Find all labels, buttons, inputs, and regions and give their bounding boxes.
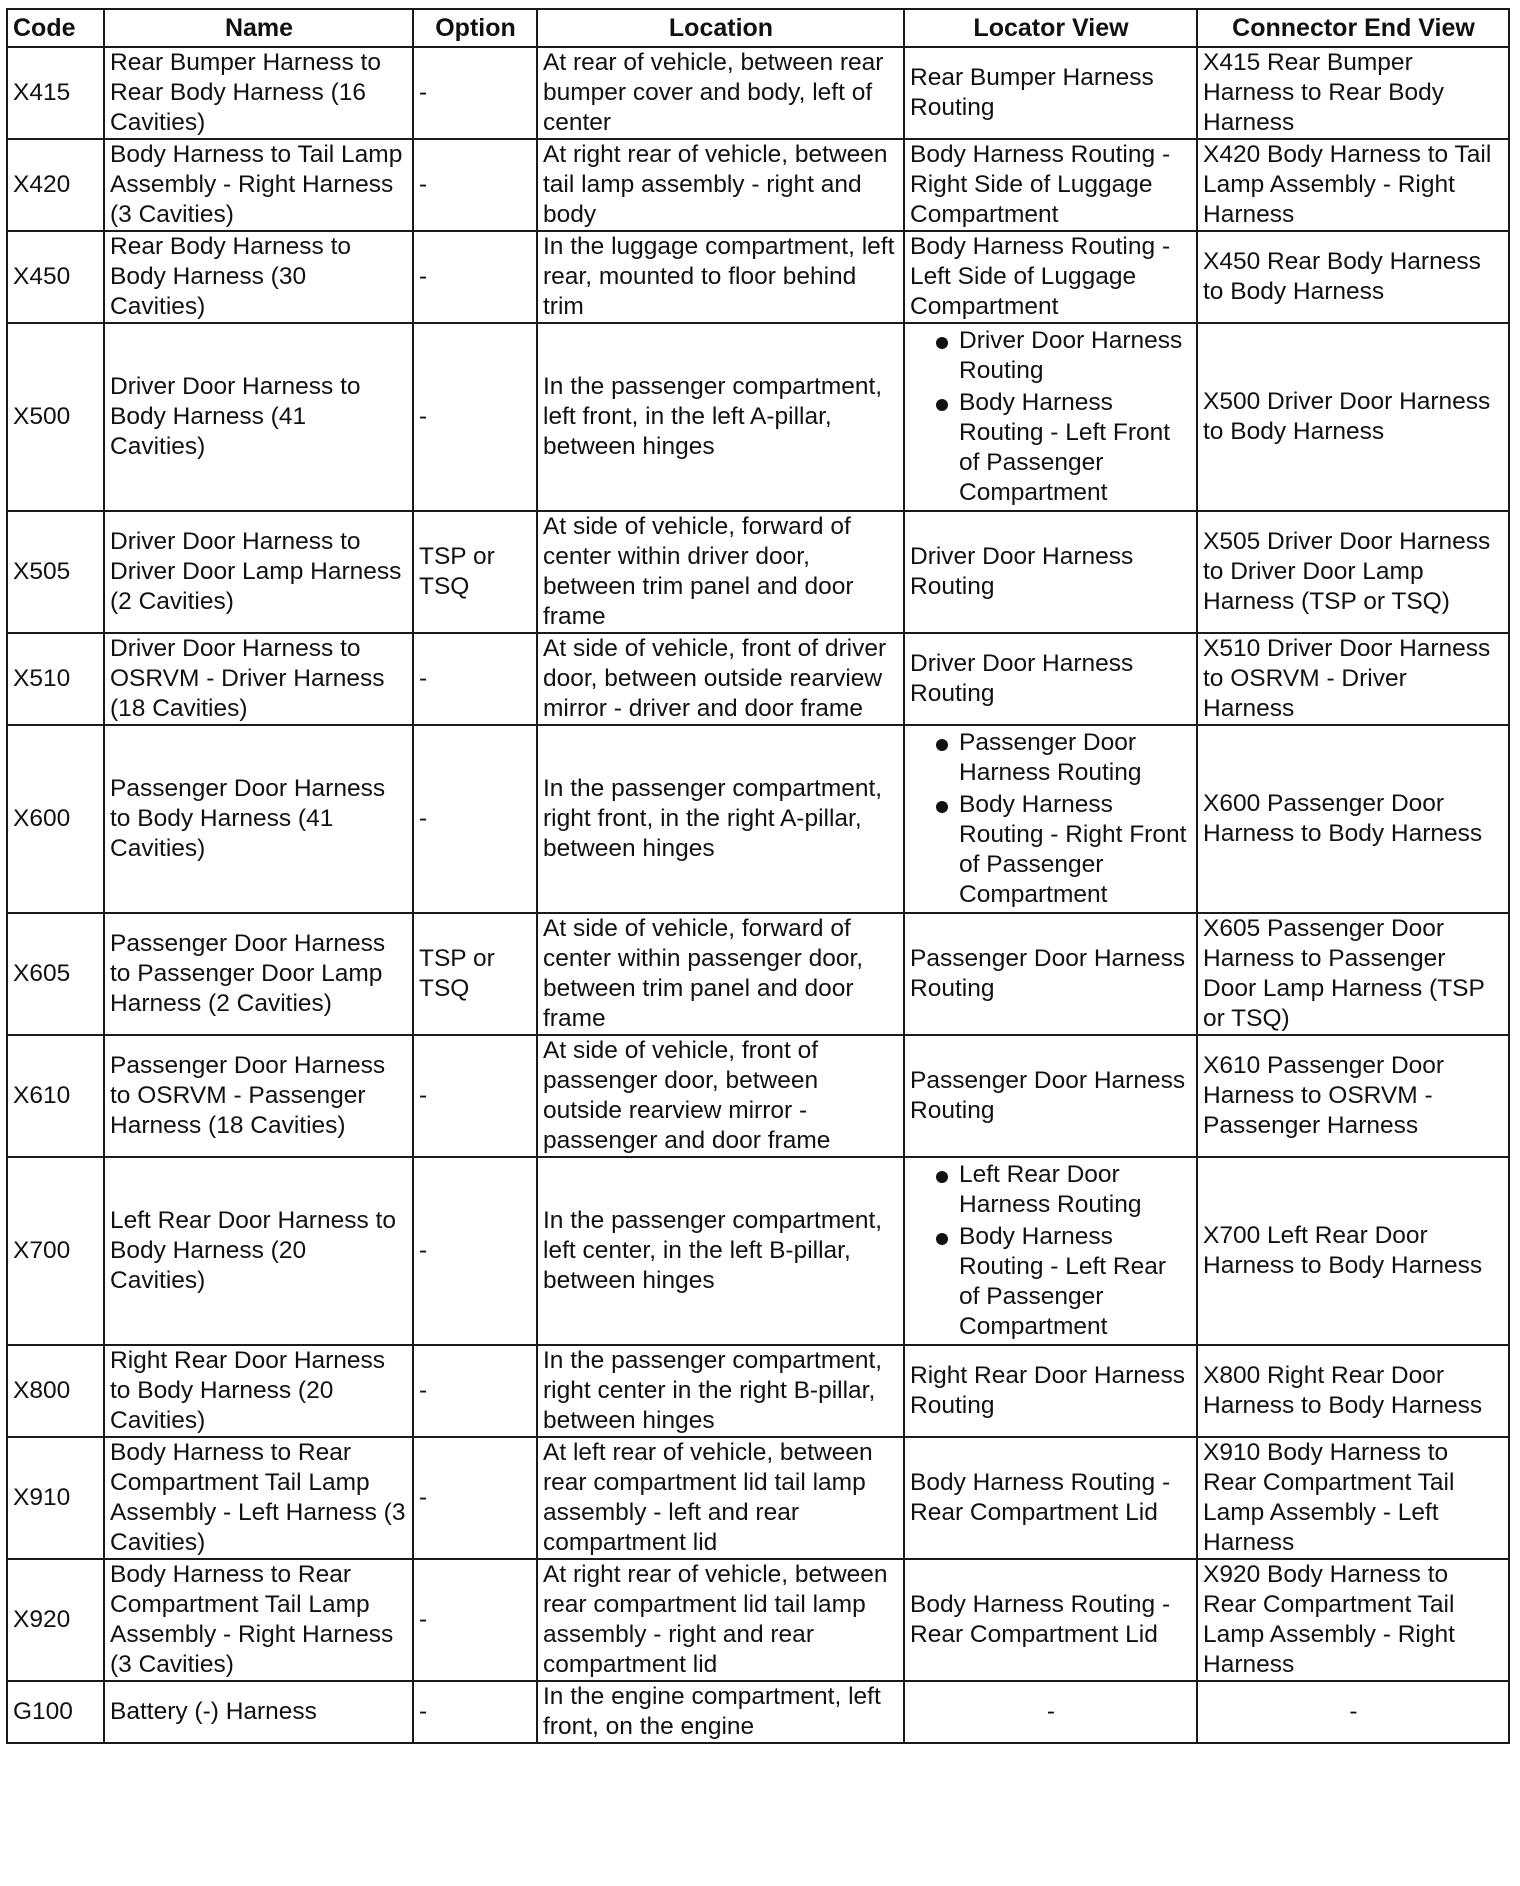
table-header-row bbox=[7, 9, 1509, 47]
locator-text: Passenger Door Harness Routing bbox=[910, 945, 1186, 1002]
locator-list-item: Body Harness Routing - Left Rear of Passenger Compartment bbox=[910, 1222, 1192, 1342]
locator-text: Body Harness Routing - Left Side of Luggage Compartment bbox=[910, 233, 1171, 320]
table-row bbox=[7, 725, 1509, 913]
cell-locator-view bbox=[904, 1035, 1197, 1157]
locator-text: Rear Bumper Harness Routing bbox=[910, 64, 1154, 121]
cell-location: In the passenger compartment, left front, in the left A-pillar, between hinges bbox=[537, 323, 904, 511]
cell-connector-end-view: X420 Body Harness to Tail Lamp Assembly - Right Harness bbox=[1197, 139, 1509, 231]
cell-code: X505 bbox=[7, 511, 104, 633]
cell-connector-end-view: X910 Body Harness to Rear Compartment Tail Lamp Assembly - Left Harness bbox=[1197, 1437, 1509, 1559]
cell-location: At rear of vehicle, between rear bumper cover and body, left of center bbox=[537, 47, 904, 139]
cell-connector-end-view: X505 Driver Door Harness to Driver Door Lamp Harness (TSP or TSQ) bbox=[1197, 511, 1509, 633]
cell-name: Driver Door Harness to Driver Door Lamp Harness (2 Cavities) bbox=[104, 511, 413, 633]
cell-option: - bbox=[413, 725, 537, 913]
locator-text: Body Harness Routing - Rear Compartment Lid bbox=[910, 1591, 1171, 1648]
cell-name: Battery (-) Harness bbox=[104, 1681, 413, 1743]
cell-location: At right rear of vehicle, between rear compartment lid tail lamp assembly - right and rear compartment lid bbox=[537, 1559, 904, 1681]
cell-connector-end-view: X610 Passenger Door Harness to OSRVM - Passenger Harness bbox=[1197, 1035, 1509, 1157]
header-name: Name bbox=[104, 9, 413, 47]
cell-locator-view bbox=[904, 47, 1197, 139]
cell-name: Passenger Door Harness to Body Harness (41 Cavities) bbox=[104, 725, 413, 913]
cell-code: X800 bbox=[7, 1345, 104, 1437]
cell-connector-end-view: X605 Passenger Door Harness to Passenger Door Lamp Harness (TSP or TSQ) bbox=[1197, 913, 1509, 1035]
locator-text: Body Harness Routing - Right Side of Luggage Compartment bbox=[910, 141, 1171, 228]
cell-name: Left Rear Door Harness to Body Harness (20 Cavities) bbox=[104, 1157, 413, 1345]
cell-name: Rear Bumper Harness to Rear Body Harness (16 Cavities) bbox=[104, 47, 413, 139]
cell-location: At side of vehicle, front of passenger door, between outside rearview mirror - passenger and door frame bbox=[537, 1035, 904, 1157]
cell-location: In the engine compartment, left front, on the engine bbox=[537, 1681, 904, 1743]
table-row bbox=[7, 139, 1509, 231]
cell-option: - bbox=[413, 323, 537, 511]
cell-locator-view bbox=[904, 1681, 1197, 1743]
cell-name: Passenger Door Harness to OSRVM - Passenger Harness (18 Cavities) bbox=[104, 1035, 413, 1157]
cell-code: X700 bbox=[7, 1157, 104, 1345]
cell-connector-end-view: X415 Rear Bumper Harness to Rear Body Harness bbox=[1197, 47, 1509, 139]
header-code: Code bbox=[7, 9, 104, 47]
cell-code: X605 bbox=[7, 913, 104, 1035]
cell-code: X910 bbox=[7, 1437, 104, 1559]
cell-location: At side of vehicle, forward of center within driver door, between trim panel and door frame bbox=[537, 511, 904, 633]
cell-location: In the passenger compartment, right center in the right B-pillar, between hinges bbox=[537, 1345, 904, 1437]
cell-location: In the passenger compartment, right front, in the right A-pillar, between hinges bbox=[537, 725, 904, 913]
table-row bbox=[7, 1345, 1509, 1437]
cell-locator-view bbox=[904, 913, 1197, 1035]
cell-locator-view bbox=[904, 1437, 1197, 1559]
cell-code: X415 bbox=[7, 47, 104, 139]
cell-connector-end-view: X510 Driver Door Harness to OSRVM - Driver Harness bbox=[1197, 633, 1509, 725]
cell-locator-view bbox=[904, 139, 1197, 231]
cell-name: Body Harness to Tail Lamp Assembly - Right Harness (3 Cavities) bbox=[104, 139, 413, 231]
cell-name: Body Harness to Rear Compartment Tail Lamp Assembly - Right Harness (3 Cavities) bbox=[104, 1559, 413, 1681]
locator-text: - bbox=[1046, 1698, 1056, 1725]
locator-text: Passenger Door Harness Routing bbox=[910, 1067, 1186, 1124]
cell-location: In the passenger compartment, left center, in the left B-pillar, between hinges bbox=[537, 1157, 904, 1345]
cell-name: Passenger Door Harness to Passenger Door Lamp Harness (2 Cavities) bbox=[104, 913, 413, 1035]
cell-locator-view bbox=[904, 1157, 1197, 1345]
cell-code: X500 bbox=[7, 323, 104, 511]
cell-location: In the luggage compartment, left rear, mounted to floor behind trim bbox=[537, 231, 904, 323]
locator-list bbox=[910, 728, 1192, 910]
locator-list-item: Passenger Door Harness Routing bbox=[910, 728, 1192, 788]
table-row bbox=[7, 633, 1509, 725]
header-location: Location bbox=[537, 9, 904, 47]
locator-text: Right Rear Door Harness Routing bbox=[910, 1362, 1186, 1419]
cell-name: Right Rear Door Harness to Body Harness (20 Cavities) bbox=[104, 1345, 413, 1437]
cell-option: - bbox=[413, 47, 537, 139]
locator-text: Body Harness Routing - Rear Compartment Lid bbox=[910, 1469, 1171, 1526]
cell-locator-view bbox=[904, 1559, 1197, 1681]
cell-connector-end-view: X700 Left Rear Door Harness to Body Harness bbox=[1197, 1157, 1509, 1345]
cell-option: - bbox=[413, 633, 537, 725]
locator-list-item: Left Rear Door Harness Routing bbox=[910, 1160, 1192, 1220]
cell-locator-view bbox=[904, 231, 1197, 323]
cell-option: - bbox=[413, 1035, 537, 1157]
table-row bbox=[7, 511, 1509, 633]
connector-table-container bbox=[6, 8, 1510, 1744]
cell-code: X920 bbox=[7, 1559, 104, 1681]
cell-code: X600 bbox=[7, 725, 104, 913]
cell-name: Body Harness to Rear Compartment Tail Lamp Assembly - Left Harness (3 Cavities) bbox=[104, 1437, 413, 1559]
header-connector-end-view: Connector End View bbox=[1197, 9, 1509, 47]
locator-text: Driver Door Harness Routing bbox=[910, 650, 1134, 707]
locator-text: Driver Door Harness Routing bbox=[910, 543, 1134, 600]
table-row bbox=[7, 47, 1509, 139]
cell-location: At left rear of vehicle, between rear compartment lid tail lamp assembly - left and rear compartment lid bbox=[537, 1437, 904, 1559]
locator-list-item: Body Harness Routing - Right Front of Passenger Compartment bbox=[910, 790, 1192, 910]
locator-list-item: Body Harness Routing - Left Front of Passenger Compartment bbox=[910, 388, 1192, 508]
cell-location: At side of vehicle, forward of center within passenger door, between trim panel and door frame bbox=[537, 913, 904, 1035]
cell-connector-end-view: X600 Passenger Door Harness to Body Harness bbox=[1197, 725, 1509, 913]
table-row bbox=[7, 1681, 1509, 1743]
cell-name: Driver Door Harness to Body Harness (41 Cavities) bbox=[104, 323, 413, 511]
locator-list bbox=[910, 1160, 1192, 1342]
table-row bbox=[7, 1035, 1509, 1157]
cell-connector-end-view: X450 Rear Body Harness to Body Harness bbox=[1197, 231, 1509, 323]
cell-location: At right rear of vehicle, between tail lamp assembly - right and body bbox=[537, 139, 904, 231]
cell-code: X420 bbox=[7, 139, 104, 231]
table-row bbox=[7, 1157, 1509, 1345]
locator-list-item: Driver Door Harness Routing bbox=[910, 326, 1192, 386]
connector-list-table bbox=[6, 8, 1510, 1744]
cell-locator-view bbox=[904, 1345, 1197, 1437]
cell-option: TSP or TSQ bbox=[413, 913, 537, 1035]
cell-option: - bbox=[413, 231, 537, 323]
cell-option: - bbox=[413, 1681, 537, 1743]
cell-name: Rear Body Harness to Body Harness (30 Cavities) bbox=[104, 231, 413, 323]
locator-list bbox=[910, 326, 1192, 508]
cell-option: - bbox=[413, 1437, 537, 1559]
cell-code: X610 bbox=[7, 1035, 104, 1157]
cell-code: X510 bbox=[7, 633, 104, 725]
cell-option: - bbox=[413, 1157, 537, 1345]
cell-connector-end-view: X920 Body Harness to Rear Compartment Tail Lamp Assembly - Right Harness bbox=[1197, 1559, 1509, 1681]
cell-locator-view bbox=[904, 323, 1197, 511]
cell-option: - bbox=[413, 1345, 537, 1437]
cell-option: - bbox=[413, 1559, 537, 1681]
cell-option: TSP or TSQ bbox=[413, 511, 537, 633]
table-row bbox=[7, 231, 1509, 323]
cell-connector-end-view: - bbox=[1197, 1681, 1509, 1743]
table-row bbox=[7, 323, 1509, 511]
cell-location: At side of vehicle, front of driver door, between outside rearview mirror - driver and door frame bbox=[537, 633, 904, 725]
cell-option: - bbox=[413, 139, 537, 231]
table-body bbox=[7, 47, 1509, 1743]
cell-locator-view bbox=[904, 725, 1197, 913]
cell-name: Driver Door Harness to OSRVM - Driver Harness (18 Cavities) bbox=[104, 633, 413, 725]
cell-locator-view bbox=[904, 633, 1197, 725]
cell-locator-view bbox=[904, 511, 1197, 633]
table-row bbox=[7, 1559, 1509, 1681]
cell-connector-end-view: X500 Driver Door Harness to Body Harness bbox=[1197, 323, 1509, 511]
table-row bbox=[7, 913, 1509, 1035]
header-option: Option bbox=[413, 9, 537, 47]
cell-connector-end-view: X800 Right Rear Door Harness to Body Harness bbox=[1197, 1345, 1509, 1437]
header-locator-view: Locator View bbox=[904, 9, 1197, 47]
cell-code: G100 bbox=[7, 1681, 104, 1743]
table-row bbox=[7, 1437, 1509, 1559]
cell-code: X450 bbox=[7, 231, 104, 323]
